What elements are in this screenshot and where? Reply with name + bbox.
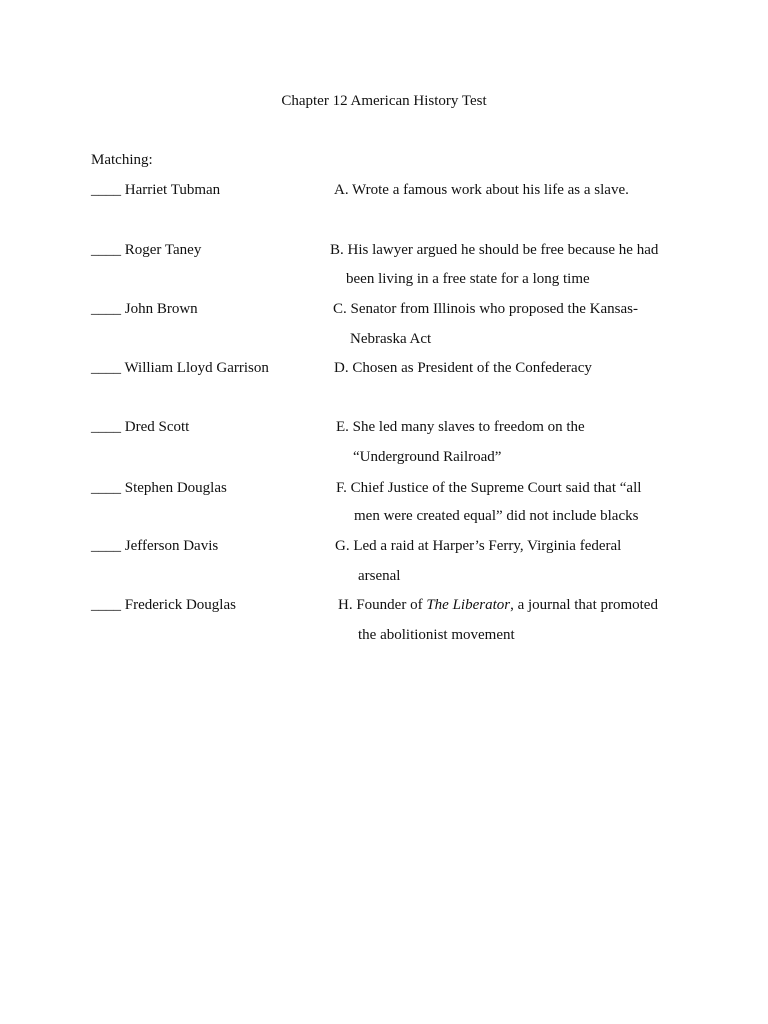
person-name: Dred Scott (124, 419, 190, 435)
person-name: Frederick Douglas (124, 597, 236, 613)
answer-h-line1 (338, 595, 658, 615)
section-label: Matching: (91, 152, 153, 168)
answer-g-line2: arsenal (358, 568, 401, 584)
match-item-4 (91, 358, 269, 378)
publication-title: The Liberator (426, 597, 511, 613)
answer-b-line1: B. His lawyer argued he should be free because he had (330, 242, 659, 258)
match-item-7 (91, 536, 218, 556)
page-title: Chapter 12 American History Test (281, 93, 487, 109)
match-item-1 (91, 180, 220, 200)
answer-blank[interactable]: ____ (91, 480, 121, 496)
answer-blank[interactable]: ____ (91, 301, 121, 317)
answer-e-line1: E. She led many slaves to freedom on the (336, 419, 585, 435)
match-item-6 (91, 478, 227, 498)
answer-g-line1: G. Led a raid at Harper’s Ferry, Virginia federal (335, 538, 622, 554)
person-name: John Brown (124, 301, 198, 317)
answer-h-prefix: H. Founder of (338, 597, 427, 613)
match-item-5 (91, 417, 189, 437)
person-name: Roger Taney (124, 242, 202, 258)
answer-f-line1: F. Chief Justice of the Supreme Court said that “all (336, 480, 642, 496)
answer-blank[interactable]: ____ (91, 242, 121, 258)
person-name: Stephen Douglas (124, 480, 227, 496)
answer-blank[interactable]: ____ (91, 597, 121, 613)
answer-b-line2: been living in a free state for a long time (346, 271, 590, 287)
answer-h-suffix: , a journal that promoted (510, 597, 658, 613)
person-name: Jefferson Davis (124, 538, 219, 554)
answer-a-line1: A. Wrote a famous work about his life as a slave. (334, 182, 629, 198)
match-item-3 (91, 299, 198, 319)
answer-c-line2: Nebraska Act (350, 331, 432, 347)
person-name: Harriet Tubman (124, 182, 221, 198)
answer-h-line2: the abolitionist movement (358, 627, 515, 643)
match-item-2 (91, 240, 201, 260)
person-name: William Lloyd Garrison (124, 360, 269, 376)
answer-blank[interactable]: ____ (91, 538, 121, 554)
answer-f-line2: men were created equal” did not include blacks (354, 508, 639, 524)
answer-blank[interactable]: ____ (91, 360, 121, 376)
answer-blank[interactable]: ____ (91, 182, 121, 198)
match-item-8 (91, 595, 236, 615)
answer-d-line1: D. Chosen as President of the Confederacy (334, 360, 592, 376)
answer-e-line2: “Underground Railroad” (353, 449, 502, 465)
answer-c-line1: C. Senator from Illinois who proposed the Kansas- (333, 301, 638, 317)
answer-blank[interactable]: ____ (91, 419, 121, 435)
